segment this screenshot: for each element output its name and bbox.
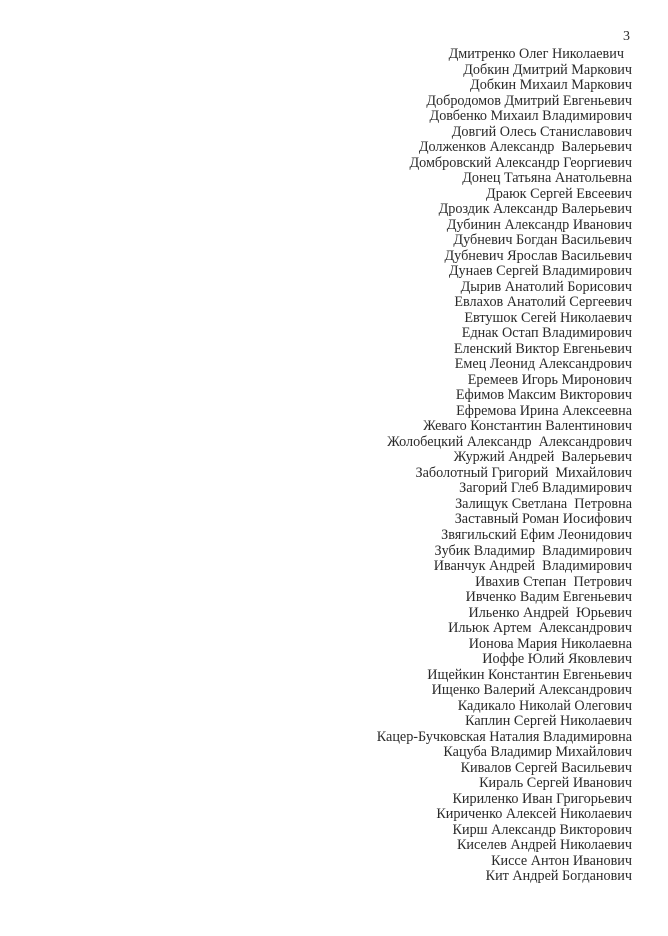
name-entry: Домбровский Александр Георгиевич [409,154,632,171]
name-entry: Еленский Виктор Евгеньевич [453,340,632,357]
name-entry: Кириченко Алексей Николаевич [436,806,632,823]
name-entry: Кацер-Бучковская Наталия Владимировна [376,728,632,745]
name-entry: Кит Андрей Богданович [485,868,632,885]
name-entry: Жеваго Константин Валентинович [423,418,632,435]
name-entry: Жолобецкий Александр Александрович [387,433,632,450]
name-entry: Ефимов Максим Викторович [455,387,632,404]
name-entry: Ильенко Андрей Юрьевич [468,604,632,621]
name-entry: Заставный Роман Иосифович [454,511,632,528]
name-entry: Залищук Светлана Петровна [455,495,632,512]
name-entry: Киселев Андрей Николаевич [456,837,632,854]
name-entry: Дроздик Александр Валерьевич [438,201,632,218]
name-entry: Звягильский Ефим Леонидович [441,526,632,543]
name-entry: Ищейкин Константин Евгеньевич [427,666,632,683]
name-entry: Драюк Сергей Евсеевич [486,185,632,202]
name-entry: Евлахов Анатолий Сергеевич [454,294,632,311]
name-entry: Иоффе Юлий Яковлевич [482,651,632,668]
name-entry: Довгий Олесь Станиславович [451,123,632,140]
name-entry: Еремеев Игорь Миронович [467,371,632,388]
name-entry: Кираль Сергей Иванович [479,775,632,792]
name-entry: Долженков Александр Валерьевич [418,139,632,156]
name-entry: Каплин Сергей Николаевич [465,713,632,730]
name-entry: Дырив Анатолий Борисович [460,278,632,295]
name-entry: Евтушок Сегей Николаевич [464,309,632,326]
name-entry: Ищенко Валерий Александрович [431,682,632,699]
name-entry: Ефремова Ирина Алексеевна [456,402,632,419]
name-entry: Добкин Дмитрий Маркович [463,61,632,78]
name-entry: Донец Татьяна Анатольевна [462,170,632,187]
name-entry: Добкин Михаил Маркович [470,77,632,94]
name-entry: Дубневич Богдан Васильевич [453,232,632,249]
name-entry: Кацуба Владимир Михайлович [443,744,632,761]
page-number: 3 [623,29,630,44]
name-entry: Заболотный Григорий Михайлович [415,464,632,481]
name-entry: Еднак Остап Владимирович [461,325,632,342]
name-entry: Кириленко Иван Григорьевич [452,790,632,807]
name-entry: Загорий Глеб Владимирович [459,480,632,497]
name-entry: Ивченко Вадим Евгеньевич [465,589,632,606]
name-entry: Дунаев Сергей Владимирович [448,263,632,280]
name-entry: Иванчук Андрей Владимирович [433,558,632,575]
name-entry: Довбенко Михаил Владимирович [429,108,632,125]
names-list [377,47,632,885]
name-entry: Ивахив Степан Петрович [475,573,632,590]
name-entry: Зубик Владимир Владимирович [434,542,632,559]
name-entry: Кивалов Сергей Васильевич [460,759,632,776]
name-entry: Ионова Мария Николаевна [468,635,632,652]
name-entry: Ильюк Артем Александрович [448,620,632,637]
name-entry: Добродомов Дмитрий Евгеньевич [426,92,632,109]
name-entry: Дубневич Ярослав Васильевич [444,247,632,264]
name-entry: Кирш Александр Викторович [452,821,632,838]
name-entry: Журжий Андрей Валерьевич [453,449,632,466]
name-entry: Дмитренко Олег Николаевич [448,46,624,62]
name-entry: Дубинин Александр Иванович [446,216,632,233]
name-entry: Кадикало Николай Олегович [457,697,632,714]
name-entry: Емец Леонид Александрович [454,356,632,373]
name-entry: Киссе Антон Иванович [491,852,632,869]
